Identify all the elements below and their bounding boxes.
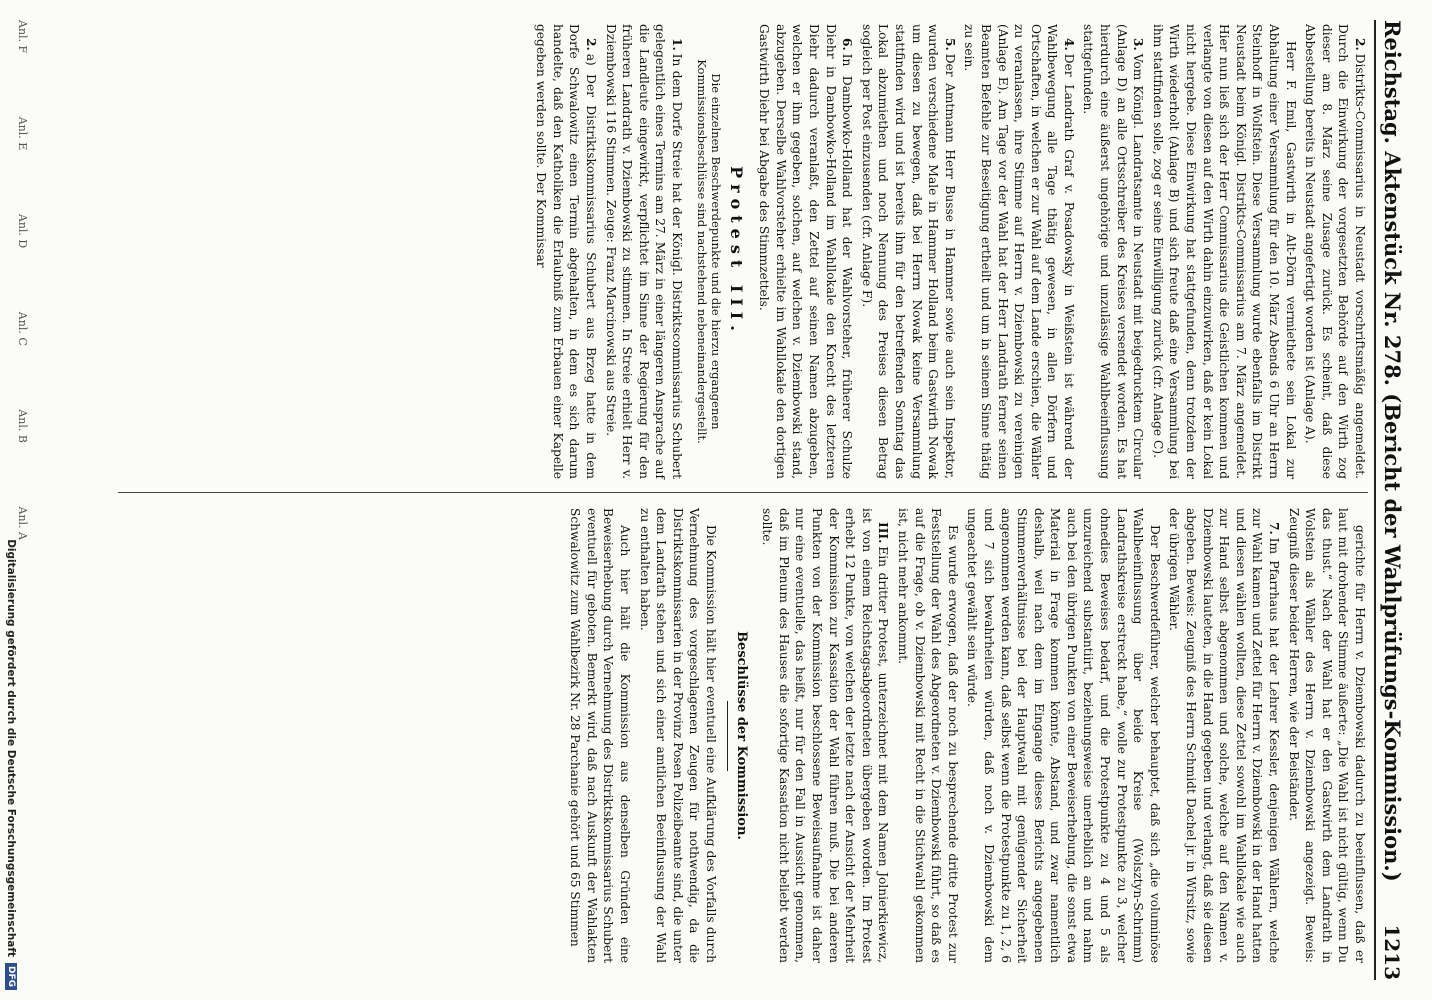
- right-paragraph-5: III.Ein dritter Protest, unterzeichnet mit dem Namen Jolnierkiewicz, ist von einem Reichstagsabgeordneten übergeben worden. Im Protest erhebt 12 Punkte, von welchen der letzte nach der Ansicht der Mehrheit der Kommission zur Kassation der Wahl führen muß. Die bei anderen Punkten von der Kommission beschlossene Beweisaufnahme ist daher nur eine eventuelle, das heißt, nur für den Fall in Aussicht genommen, daß im Plenum des Hauses die sofortige Kassation nicht beliebt werden sollte.: [760, 508, 891, 963]
- section-subtitle: Die einzelnen Beschwerdepunkte und die hierzu ergangenen Kommissionsbeschlüsse sind nachstehend nebeneinandergestellt.: [695, 59, 724, 444]
- protest-point-1: 1.In dem Dorfe Streie hat der Königl. Distriktscommissarius Schubert gelegentlich eines Termins am 27. März in einer längeren Ansprache auf die Landleute eingewirkt, verpflichtet im Sinne der Regierung für den früheren Landrath v. Dziembowski zu stimmen. In Streie erhielt Herr v. Dziembowski 116 Stimmen. Zeuge: Franz Marcinowski aus Streie.: [603, 24, 685, 479]
- protest-point-2: 2.a) Der Distriktskommissarius Schubert aus Brzeg hatte in dem Dorfe Schwalowitz einen Termin abgehalten, in dem es sich darum handelte, daß den Katholiken die Erlaubniß zum Erbauen einer Kapelle gegeben werden sollte. Der Kommissar: [534, 24, 599, 479]
- right-paragraph-1: gerichte für Herrn v. Dziembowski dadurch zu beeinflussen, daß er laut mit drohender Stimme äußerte: „Die Wahl ist nicht gültig, wenn Du das thust.“ Nach der Wahl hat er den Gastwirth dem Landrath in Wolstein als Wähler des Herrn v. Dziembowski angezeigt. Beweis: Zeugniß dieser beider Herren, wie der Beiständer.: [1286, 508, 1367, 963]
- page-title: Reichstag. Aktenstück Nr. 278. (Bericht der Wahlprüfungs-Kommission.): [1380, 20, 1405, 882]
- page-number: 1213: [1380, 924, 1404, 980]
- left-paragraph-2: Herr F. Emil, Gastwirth in Alt-Dörn vermiethete sein Lokal zur Abhaltung einer Versammlung für den 10. März Abends 6 Uhr an Herrn Steinhoff in Wolfstein. Diese Versammlung wurde ebenfalls im Distrikt Neustadt beim Königl. Distrikts-Commissarius am 7. März angemeldet. Hier nun ließ sich der Herr Commissarius die Geistlichen kommen und verlangte von diesen auf den Wirth dahin einzuwirken, daß er kein Lokal nicht hergebe. Diese Einwirkung hat stattgefunden, denn trotzdem der Wirth wiederholt (Anlage B) und sich freute daß eine Versammlung bei ihm stattfinden solle, zog er seine Einwilligung zurück (cfr. Anlage C).: [1150, 24, 1298, 479]
- left-column: [530, 24, 1368, 479]
- heading-rule: [727, 701, 728, 771]
- left-paragraph-5: 5.Der Amtmann Herr Busse in Hammer sowie auch sein Inspektor, wurden verschiedene Male in Hammer Holland beim Gastwirth Nowak um diesen zu bewegen, daß bei Herrn Nowak keine Versammlung stattfinden wird und ist bereits ihm für den betreffenden Sonntag das Lokal abzumiethen und noch Nennung des Preises diesen Betrag sogleich per Post einzusenden (cfr. Anlage F).: [859, 24, 957, 479]
- left-paragraph-1: 2.Distrikts-Commissarius in Neustadt vorschriftsmäßig angemeldet. Durch die Einwirkung der vorgesetzten Behörde auf den Wirth zog dieser am 8. März seine Zusage zurück. Es scheint, daß diese Abbestellung bereits in Neustadt angefertigt worden ist (Anlage A).: [1303, 24, 1367, 479]
- annex-note: Anl. A: [16, 506, 30, 540]
- annex-note: Anl. D: [16, 213, 30, 249]
- dfg-logo-icon: DFG: [5, 963, 17, 990]
- digitization-credit: Digitalisierung gefördert durch die Deutsche Forschungsgemeinschaft: [5, 539, 17, 957]
- left-paragraph-4: 4.Der Landrath Graf v. Posadowsky in Weißstein ist während der Wahlbewegung alle Tage thätig gewesen, in allen Dörfern und Ortschaften, in welchen er zur Wahl auf dem Lande erschien, die Wähler zu veranlassen, ihre Stimme auf Herrn v. Dziembowski zu vereinigen (Anlage E). Am Tage vor der Wahl hat der Herr Landrath ferner seinen Beamten Befehle zur Beseitigung ertheilt und um in seinem Sinne thätig zu sein.: [962, 24, 1076, 479]
- right-column: [564, 508, 1368, 963]
- decision-paragraph-2: Auch hier hält die Kommission aus denselben Gründen eine Beweiserhebung durch Vernehmung des Distriktskommissarius Schubert eventuell für geboten. Bemerkt wird, daß nach Auskunft der Wahlakten Schwalowitz zum Wahlbezirk Nr. 28 Parchanie gehört und 65 Stimmen: [568, 508, 633, 963]
- annex-note: Anl. F: [16, 20, 30, 54]
- commission-decisions-heading: Beschlüsse der Kommission.: [733, 631, 749, 840]
- section-title-protest-3: Protest III.: [726, 166, 746, 337]
- column-divider: [118, 492, 1368, 493]
- annex-note: Anl. C: [16, 311, 30, 346]
- digitization-credit-strip: [0, 0, 22, 1000]
- right-paragraph-2: 7.Im Pfarrhaus hat der Lehrer Kessler, denjenigen Wählern, welche zur Wahl kamen und Zettel für Herrn v. Dziembowski in der Hand hatten und diesen wählen wollten, diese Zettel sowohl im Wahllokale wie auch zur Hand selbst abgenommen und solche, welche auf den Namen v. Dziembowski lauteten, in die Hand gegeben und verlangt, daß sie diesen abgeben. Beweis: Zeugniß des Herrn Schmidt Dachel jr. in Wirsitz, sowie der übrigen Wähler.: [1167, 508, 1282, 963]
- annex-note: Anl. E: [16, 116, 30, 151]
- left-paragraph-3: 3.Vom Königl. Landratsamte in Neustadt mit beigedrucktem Circular (Anlage D) an alle Ortsschreiber des Kreises versendet worden. Es hat hierdurch eine äußerst ungehörige und unzulässige Wahlbeeinflussung stattgefunden.: [1081, 24, 1146, 479]
- annex-note: Anl. B: [16, 409, 30, 443]
- decision-paragraph-1: Die Kommission hält hier eventuell eine Aufklärung des Vorfalls durch Vernehmung des vorgeschlagenen Zeugen für nothwendig, da die Distriktskommissarien in der Provinz Posen Polizeibeamte sind, die unter dem Landrath stehen und sich einer amtlichen Beeinflussung der Wahl zu enthalten haben.: [637, 508, 719, 963]
- right-paragraph-3: Der Beschwerdeführer, welcher behauptet, daß sich „die voluminöse Wahlbeeinflussung über beide Kreise (Wolsztyn-Schrimm) Landrathskreise erstreckt habe,“ wolle zur Protestpunkte zu 3, welcher ohnedies Beweises bedarf, und die Protestpunkte zu 4 und 5 als unzureichend substantiirt, beziehungsweise unerheblich an und nahm auch bei den übrigen Punkten von einer Beweiserhebung, die sonst etwa Material in Frage kommen könnte, Abstand, und zwar namentlich deshalb, weil nach dem im Eingange dieses Berichts angegebenen Stimmenverhältnisse bei der Hauptwahl mit genügender Sicherheit angenommen werden kann, daß selbst wenn die Protestpunkte zu 1, 2, 6 und 7 sich bewahrheiten würden, daß noch v. Dziembowski dem ungeachtet gewählt sein würde.: [965, 508, 1162, 963]
- page-header: [1380, 20, 1418, 980]
- header-rule: [1374, 20, 1376, 980]
- left-paragraph-6: 6.In Dambowko-Holland hat der Wahlvorsteher, früherer Schulze Diehr in Dambowko-Holland im Wahllokale den Knecht des letzteren Diehr dadurch veranlaßt, den Zettel auf seinen Namen abzugeben, welchen er ihm gegeben, solchen, auf welchen v. Dziembowski stand, abzugeben. Derselbe Wahlvorsteher erhielte im Wahllokale den dortigen Gastwirth Diehr bei Abgabe des Stimmzettels.: [757, 24, 855, 479]
- right-paragraph-4: Es wurde erwogen, daß der noch zu besprechende dritte Protest zur Feststellung der Wahl des Abgeordneten v. Dziembowski führt, so daß es auf die Frage, ob v. Dziembowski mit Recht in die Stichwahl gekommen ist, nicht mehr ankommt.: [895, 508, 960, 963]
